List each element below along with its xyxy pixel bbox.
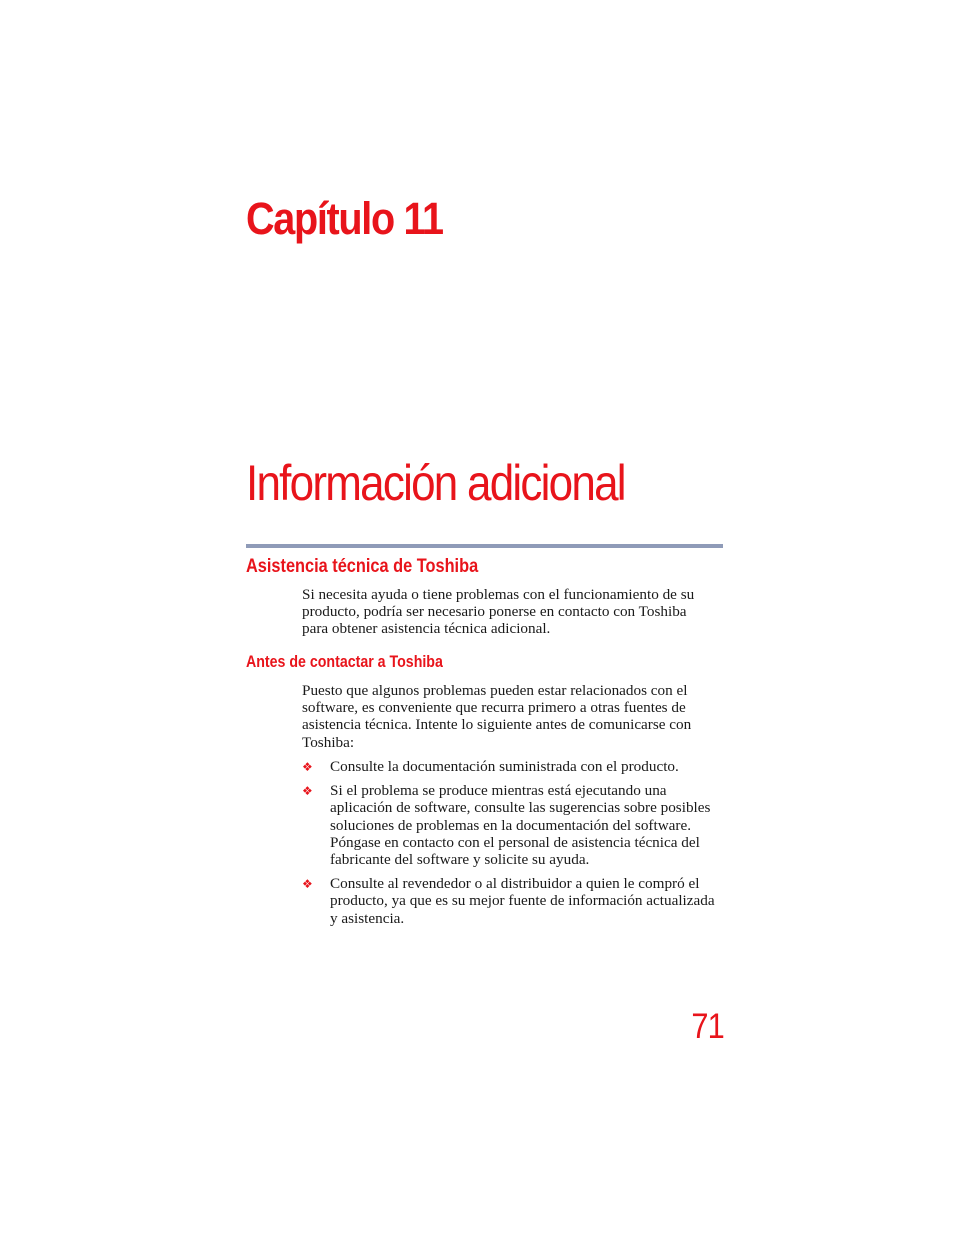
paragraph-line: Si necesita ayuda o tiene problemas con el funcionamiento de su: [302, 586, 695, 603]
list-item-line: Consulte la documentación suministrada con el producto.: [330, 758, 679, 775]
paragraph-line: Puesto que algunos problemas pueden estar relacionados con el: [302, 682, 688, 699]
paragraph-line: producto, podría ser necesario ponerse en contacto con Toshiba: [302, 603, 687, 621]
paragraph-line: asistencia técnica. Intente lo siguiente antes de comunicarse con: [302, 716, 692, 734]
support-heading: Asistencia técnica de Toshiba: [246, 556, 479, 577]
section-divider: [246, 544, 723, 548]
list-item-line: fabricante del software y solicite su ayuda.: [330, 851, 590, 869]
before-contact-heading: Antes de contactar a Toshiba: [246, 653, 443, 671]
page-number: 71: [691, 1007, 724, 1046]
list-item-line: producto, ya que es su mejor fuente de información actualizada: [330, 892, 715, 910]
list-item: [302, 758, 742, 775]
tips-list: [302, 758, 742, 927]
list-item-line: Consulte al revendedor o al distribuidor a quien le compró el: [330, 875, 700, 893]
paragraph-line: Toshiba:: [302, 733, 355, 751]
list-item-line: aplicación de software, consulte las sugerencias sobre posibles: [330, 799, 711, 817]
paragraph-line: software, es conveniente que recurra primero a otras fuentes de: [302, 699, 686, 717]
chapter-title: Capítulo 11: [246, 193, 443, 244]
before-contact-paragraph: [302, 682, 732, 751]
diamond-bullet-icon: ❖: [302, 784, 313, 799]
support-paragraph: [302, 586, 732, 638]
list-item-line: y asistencia.: [330, 909, 405, 927]
diamond-bullet-icon: ❖: [302, 877, 313, 892]
list-item: [302, 782, 742, 868]
diamond-bullet-icon: ❖: [302, 760, 313, 774]
list-item-line: soluciones de problemas en la documentación del software.: [330, 816, 692, 834]
list-item: [302, 875, 742, 927]
list-item-line: Si el problema se produce mientras está ejecutando una: [330, 782, 667, 800]
paragraph-line: para obtener asistencia técnica adicional.: [302, 620, 551, 638]
list-item-line: Póngase en contacto con el personal de asistencia técnica del: [330, 833, 700, 851]
section-title: Información adicional: [246, 455, 625, 511]
